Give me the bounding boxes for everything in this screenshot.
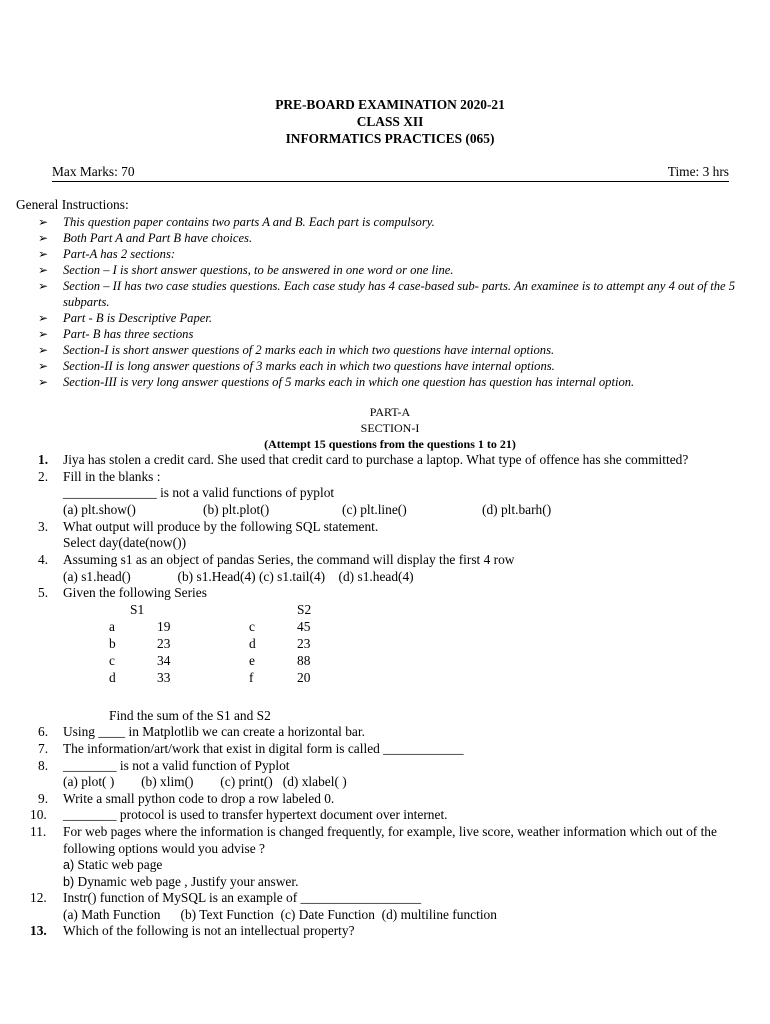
instruction-item [38, 246, 758, 262]
options-row: (a) plot( ) (b) xlim() (c) print() (d) xlabel( ) [63, 774, 347, 790]
time-allowed: Time: 3 hrs [667, 164, 729, 179]
question-text: For web pages where the information is changed frequently, for example, live score, weather information which out of the following options would you advise ? [63, 823, 717, 856]
sql-statement: Select day(date(now()) [63, 535, 187, 551]
series-s2-value: 45 [297, 618, 311, 634]
question-4 [18, 552, 766, 585]
series-s1-label: S1 [130, 601, 145, 617]
option-b: (b) plt.plot() [203, 501, 270, 517]
arrow-bullet-icon: ➢ [38, 359, 49, 373]
instructions-list [38, 214, 758, 390]
question-number: 2. [38, 468, 49, 484]
question-text: The information/art/work that exist in digital form is called ____________ [63, 740, 464, 756]
options-row: (a) Math Function (b) Text Function (c) Date Function (d) multiline function [63, 906, 497, 922]
general-instructions-title: General Instructions: [16, 197, 129, 212]
question-11 [18, 824, 766, 890]
question-text: Write a small python code to drop a row labeled 0. [63, 790, 335, 806]
series-s1-value: 34 [157, 652, 171, 668]
instruction-text: Section – I is short answer questions, to be answered in one word or one line. [63, 263, 454, 277]
question-3 [18, 519, 766, 552]
series-s2-value: 88 [297, 652, 311, 668]
exam-header [0, 96, 770, 147]
option-text: Static web page [74, 857, 163, 873]
instruction-item [38, 358, 758, 374]
exam-title: PRE-BOARD EXAMINATION 2020-21 [275, 97, 505, 112]
question-number: 6. [38, 724, 49, 740]
series-s1-value: 23 [157, 635, 171, 651]
option-c: (c) plt.line() [342, 501, 407, 517]
arrow-bullet-icon: ➢ [38, 343, 49, 357]
question-text: ________ is not a valid function of Pyplot [63, 757, 290, 773]
series-s2-index: e [249, 652, 255, 668]
question-text: Jiya has stolen a credit card. She used that credit card to purchase a laptop. What type of offence has she committed? [63, 452, 689, 467]
series-s1-index: d [109, 669, 116, 685]
instruction-text: Section-III is very long answer questions of 5 marks each in which one question has question has internal option. [63, 375, 635, 389]
question-2 [18, 469, 766, 519]
question-number: 9. [38, 790, 49, 806]
question-number: 3. [38, 518, 49, 534]
instruction-item [38, 262, 758, 278]
option-d: (d) plt.barh() [482, 501, 552, 517]
instruction-item [38, 214, 758, 230]
instruction-text: Part- B has three sections [63, 327, 194, 341]
part-a-heading [0, 404, 770, 452]
series-s2-index: c [249, 618, 255, 634]
instruction-text: Section-II is long answer questions of 3 marks each in which two questions have internal options. [63, 359, 555, 373]
option-letter: a) [63, 858, 75, 873]
instruction-item [38, 310, 758, 326]
arrow-bullet-icon: ➢ [38, 247, 49, 261]
question-number: 13. [30, 923, 47, 939]
question-1 [18, 452, 766, 469]
instruction-text: Part - B is Descriptive Paper. [63, 311, 212, 325]
series-s1-value: 33 [157, 669, 171, 685]
series-s1-index: a [109, 618, 115, 634]
options-row [63, 502, 766, 519]
question-number: 1. [38, 452, 49, 467]
instruction-item [38, 230, 758, 246]
option-b [63, 874, 766, 891]
arrow-bullet-icon: ➢ [38, 263, 49, 277]
option-a: (a) plt.show() [63, 501, 136, 517]
question-text: What output will produce by the following SQL statement. [63, 518, 379, 534]
question-5 [18, 585, 766, 724]
option-text: Dynamic web page , Justify your answer. [74, 873, 299, 889]
subject-label: INFORMATICS PRACTICES (065) [285, 131, 495, 146]
series-table [63, 602, 766, 698]
option-a [63, 857, 766, 874]
question-number: 10. [30, 807, 47, 823]
series-s2-value: 23 [297, 635, 311, 651]
option-letter: b) [63, 874, 75, 889]
marks-time-line [52, 164, 729, 182]
options-row: (a) s1.head() (b) s1.Head(4) (c) s1.tail(4) (d) s1.head(4) [63, 568, 414, 584]
question-8 [18, 758, 766, 791]
series-s1-value: 19 [157, 618, 171, 634]
question-13 [18, 923, 766, 940]
question-text: Assuming s1 as an object of pandas Series, the command will display the first 4 row [63, 551, 515, 567]
question-7 [18, 741, 766, 758]
instruction-item [38, 278, 758, 310]
question-10 [18, 807, 766, 824]
series-s1-index: c [109, 652, 115, 668]
question-text: Instr() function of MySQL is an example of __________________ [63, 890, 422, 906]
instruction-text: Both Part A and Part B have choices. [63, 231, 253, 245]
series-s1-index: b [109, 635, 116, 651]
instruction-item [38, 374, 758, 390]
question-text: ________ protocol is used to transfer hypertext document over internet. [63, 807, 448, 823]
series-s2-index: f [249, 669, 254, 685]
instruction-text: Section – II has two case studies questions. Each case study has 4 case-based sub- parts. An examinee is to attempt any 4 out of the 5 subparts. [63, 279, 736, 309]
instruction-item [38, 326, 758, 342]
questions-list [18, 452, 766, 940]
instruction-text: This question paper contains two parts A and B. Each part is compulsory. [63, 215, 435, 229]
part-a-title: PART-A [369, 405, 411, 419]
question-text: Fill in the blanks : [63, 468, 161, 484]
question-text: Which of the following is not an intellectual property? [63, 923, 355, 939]
blank-line: ______________ is not a valid functions of pyplot [63, 485, 335, 501]
arrow-bullet-icon: ➢ [38, 215, 49, 229]
series-s2-value: 20 [297, 669, 311, 685]
max-marks: Max Marks: 70 [52, 164, 135, 179]
question-number: 11. [30, 823, 47, 839]
question-text: Given the following Series [63, 585, 207, 601]
arrow-bullet-icon: ➢ [38, 327, 49, 341]
arrow-bullet-icon: ➢ [38, 279, 49, 293]
instruction-text: Section-I is short answer questions of 2 marks each in which two questions have internal options. [63, 343, 555, 357]
question-9 [18, 791, 766, 808]
section-title: SECTION-I [360, 421, 420, 435]
series-s2-index: d [249, 635, 256, 651]
question-number: 5. [38, 585, 49, 601]
question-12 [18, 890, 766, 923]
arrow-bullet-icon: ➢ [38, 311, 49, 325]
question-number: 7. [38, 740, 49, 756]
question-number: 8. [38, 757, 49, 773]
class-label: CLASS XII [356, 114, 424, 129]
series-instruction: Find the sum of the S1 and S2 [109, 707, 271, 723]
instruction-text: Part-A has 2 sections: [63, 247, 176, 261]
attempt-note: (Attempt 15 questions from the questions 1 to 21) [264, 437, 516, 451]
question-number: 12. [30, 890, 47, 906]
arrow-bullet-icon: ➢ [38, 375, 49, 389]
question-number: 4. [38, 551, 49, 567]
arrow-bullet-icon: ➢ [38, 231, 49, 245]
question-text: Using ____ in Matplotlib we can create a horizontal bar. [63, 724, 365, 740]
series-s2-label: S2 [297, 601, 312, 617]
instruction-item [38, 342, 758, 358]
question-6 [18, 724, 766, 741]
